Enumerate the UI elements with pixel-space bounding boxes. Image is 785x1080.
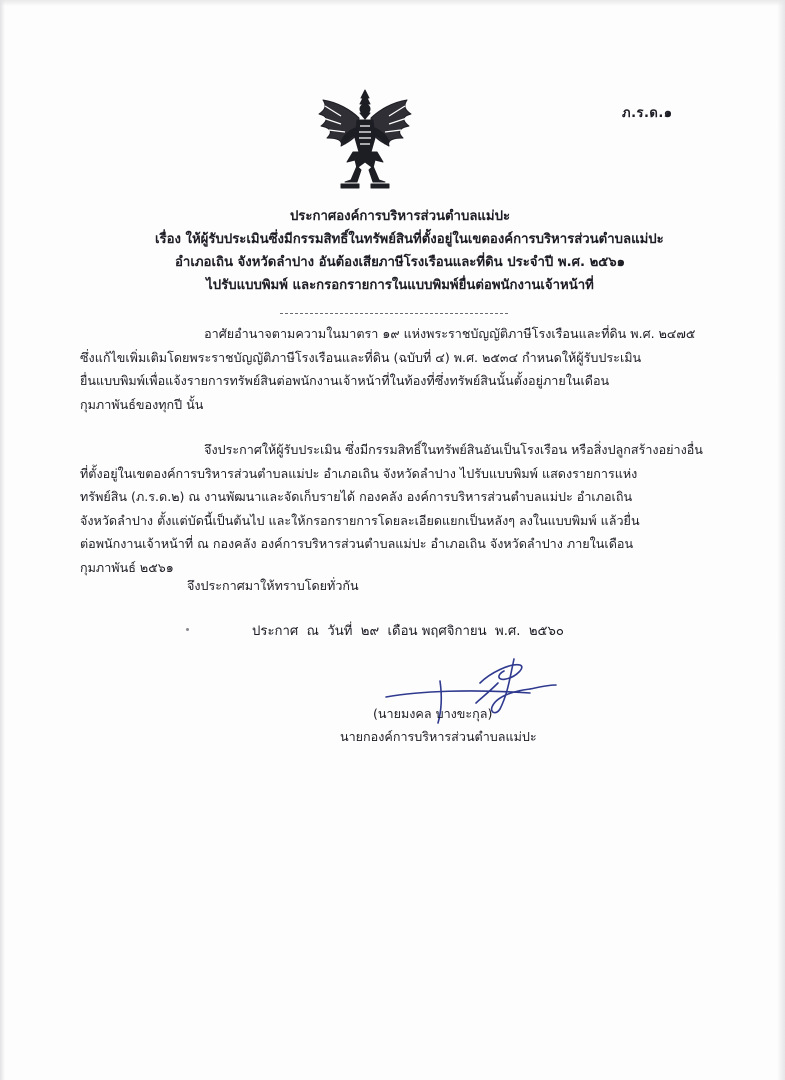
paragraph-line: ทรัพย์สิน (ภ.ร.ด.๒) ณ งานพัฒนาและจัดเก็บรายได้ กองคลัง องค์การบริหารส่วนตำบลแม่ปะ อำเภอเถิน bbox=[80, 489, 633, 504]
paragraph-legal-basis bbox=[80, 322, 695, 416]
signer-name: (นายมงคล บางขะกุล) bbox=[373, 706, 493, 721]
scan-edge-top bbox=[0, 0, 785, 6]
paragraph-line: ซึ่งแก้ไขเพิ่มเติมโดยพระราชบัญญัติภาษีโรงเรือนและที่ดิน (ฉบับที่ ๔) พ.ศ. ๒๕๓๔ กำหนดให้ผู้รับประเมิน bbox=[80, 349, 642, 365]
form-code: ภ.ร.ด.๑ bbox=[622, 106, 673, 121]
paragraph-line: ต่อพนักงานเจ้าหน้าที่ ณ กองคลัง องค์การบริหารส่วนตำบลแม่ปะ อำเภอเถิน จังหวัดลำปาง ภายในเดือน bbox=[80, 536, 634, 551]
paragraph-line: จึงประกาศให้ผู้รับประเมิน ซึ่งมีกรรมสิทธิ์ในทรัพย์สินอันเป็นโรงเรือน หรือสิ่งปลูกสร้างอย่างอื่น bbox=[80, 442, 703, 457]
paragraph-line: ยื่นแบบพิมพ์เพื่อแจ้งรายการทรัพย์สินต่อพนักงานเจ้าหน้าที่ในท้องที่ซึ่งทรัพย์สินนั้นตั้งอยู่ภายในเดือน bbox=[80, 373, 610, 388]
paragraph-line: อาศัยอำนาจตามความในมาตรา ๑๙ แห่งพระราชบัญญัติภาษีโรงเรือนและที่ดิน พ.ศ. ๒๔๗๕ bbox=[80, 326, 696, 341]
heading-subject-line3: ไปรับแบบพิมพ์ และกรอกรายการในแบบพิมพ์ยื่นต่อพนักงานเจ้าหน้าที่ bbox=[206, 278, 594, 293]
scan-edge-right bbox=[777, 0, 785, 1080]
heading-issuer: ประกาศองค์การบริหารส่วนตำบลแม่ปะ bbox=[289, 209, 511, 224]
paragraph-line: ที่ตั้งอยู่ในเขตองค์การบริหารส่วนตำบลแม่ปะ อำเภอเถิน จังหวัดลำปาง ไปรับแบบพิมพ์ แสดงรายการแห่ง bbox=[80, 465, 638, 481]
paragraph-instructions bbox=[80, 438, 703, 579]
announcement-heading bbox=[155, 205, 664, 297]
heading-subject-line2: อำเภอเถิน จังหวัดลำปาง อันต้องเสียภาษีโรงเรือนและที่ดิน ประจำปี พ.ศ. ๒๕๖๑ bbox=[175, 255, 625, 270]
heading-divider bbox=[280, 313, 508, 314]
paragraph-closing: จึงประกาศมาให้ทราบโดยทั่วกัน bbox=[187, 578, 359, 593]
signer-title: นายกองค์การบริหารส่วนตำบลแม่ปะ bbox=[340, 729, 537, 744]
paragraph-line: จังหวัดลำปาง ตั้งแต่บัดนี้เป็นต้นไป และให้กรอกรายการโดยละเอียดแยกเป็นหลังๆ ลงในแบบพิมพ์ แล้วยื่น bbox=[80, 512, 640, 528]
scan-speck bbox=[186, 628, 189, 631]
paragraph-line: กุมภาพันธ์ ๒๕๖๑ bbox=[80, 559, 174, 575]
announcement-date: ประกาศ ณ วันที่ ๒๙ เดือน พฤศจิกายน พ.ศ. ๒๕๖๐ bbox=[252, 624, 564, 639]
scan-edge-left bbox=[0, 0, 5, 1080]
heading-subject: เรื่อง ให้ผู้รับประเมินซึ่งมีกรรมสิทธิ์ในทรัพย์สินที่ตั้งอยู่ในเขตองค์การบริหารส่วนตำบลแม่ปะ bbox=[155, 232, 664, 247]
paragraph-line: กุมภาพันธ์ของทุกปี นั้น bbox=[80, 396, 204, 412]
garuda-emblem-icon bbox=[311, 88, 419, 192]
signature-block bbox=[300, 650, 600, 750]
